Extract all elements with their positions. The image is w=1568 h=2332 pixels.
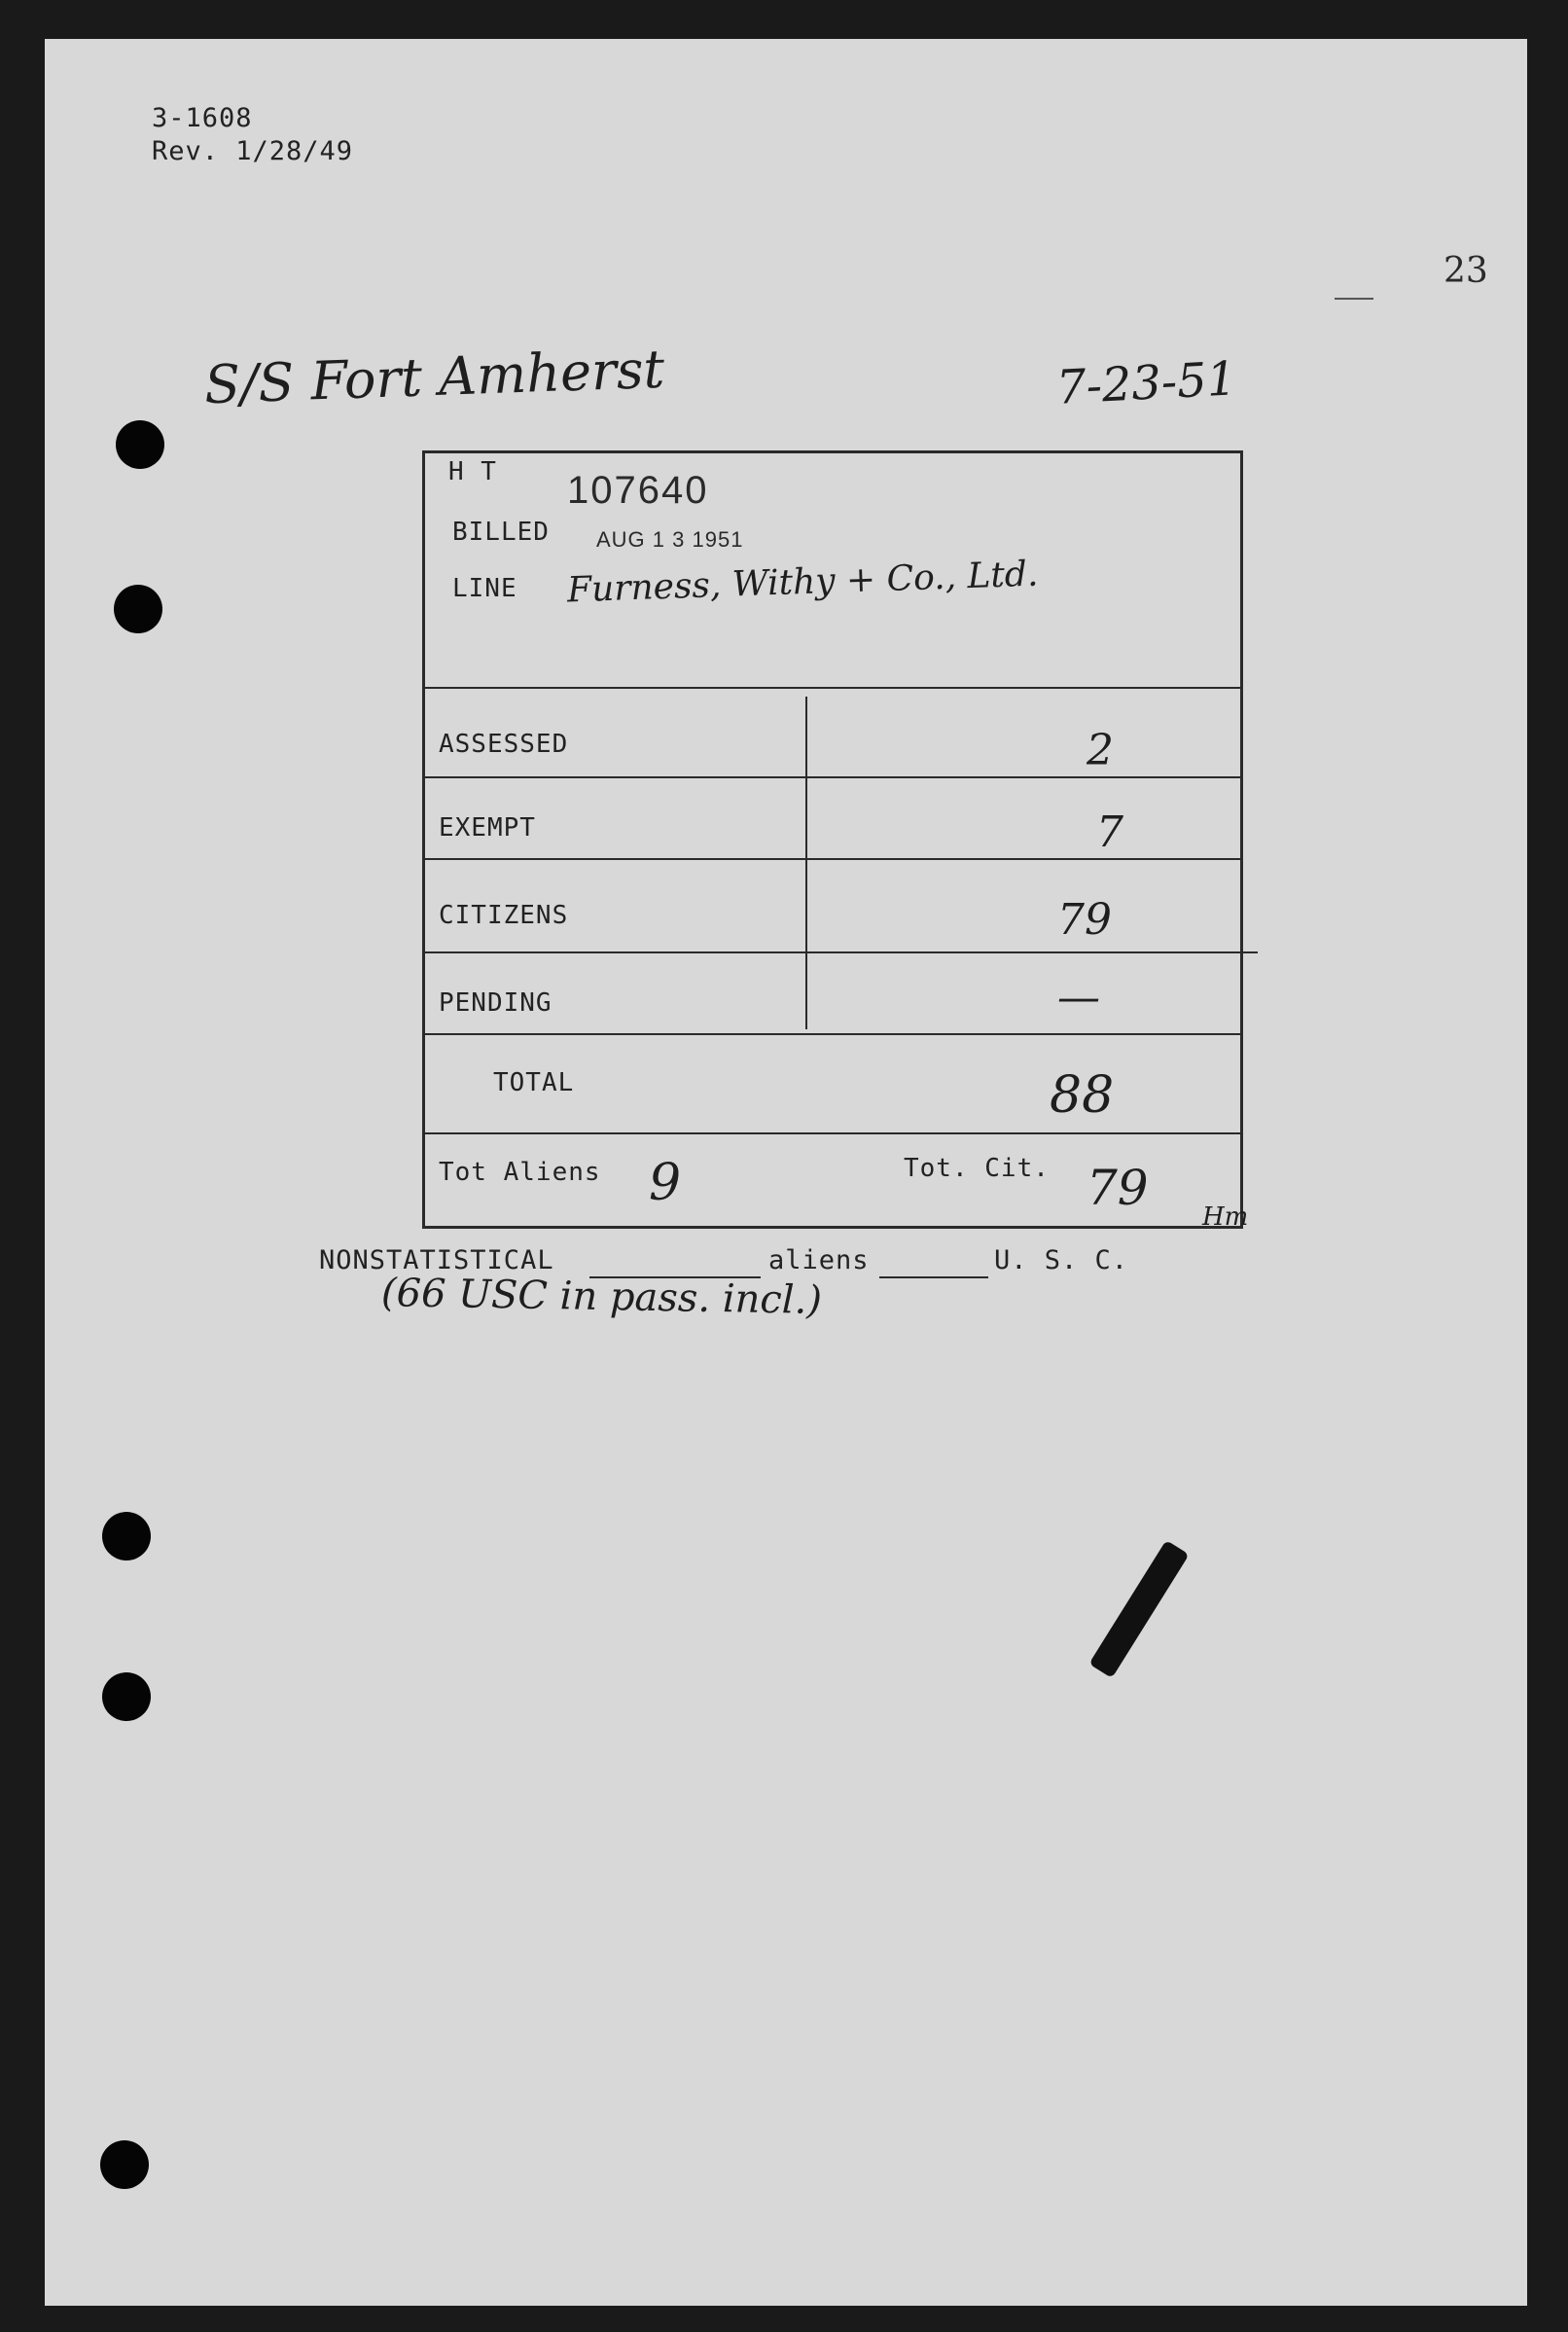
form-number: 3-1608 (152, 103, 253, 133)
page-number: 23 (1443, 251, 1488, 291)
initials: Hm (1202, 1202, 1249, 1232)
column-divider (805, 697, 807, 1029)
section-divider (425, 687, 1240, 689)
punch-hole (114, 585, 162, 633)
nonstatistical-note: (66 USC in pass. incl.) (380, 1271, 823, 1323)
page-number-dash (1335, 298, 1373, 300)
tot-cit-value: 79 (1087, 1160, 1149, 1216)
row-divider (425, 858, 1240, 860)
exempt-value: 7 (1096, 807, 1123, 857)
nonstatistical-label: NONSTATISTICAL (319, 1245, 554, 1275)
form-revision: Rev. 1/28/49 (152, 136, 354, 166)
row-divider (425, 1033, 1240, 1035)
aliens-blank (879, 1276, 988, 1278)
ink-stamp-mark (1088, 1540, 1189, 1678)
punch-hole (102, 1512, 151, 1561)
line-value: Furness, Withy + Co., Ltd. (566, 554, 1039, 611)
usc-label: U. S. C. (994, 1245, 1129, 1275)
row-divider (425, 951, 1258, 953)
ht-label: H T (448, 457, 497, 486)
aliens-label: aliens (768, 1245, 870, 1275)
billed-label: BILLED (452, 518, 550, 547)
citizens-label: CITIZENS (439, 901, 569, 930)
total-value: 88 (1050, 1066, 1115, 1125)
document-page (45, 39, 1527, 2306)
ht-number: 107640 (567, 469, 709, 512)
row-divider (425, 776, 1240, 778)
citizens-value: 79 (1057, 895, 1112, 945)
assessed-label: ASSESSED (439, 730, 569, 759)
total-label: TOTAL (493, 1068, 575, 1097)
exempt-label: EXEMPT (439, 813, 536, 843)
tot-aliens-label: Tot Aliens (439, 1158, 601, 1187)
line-label: LINE (452, 574, 517, 603)
vessel-name: S/S Fort Amherst (203, 338, 666, 416)
pending-label: PENDING (439, 988, 552, 1018)
tot-cit-label: Tot. Cit. (904, 1154, 1050, 1183)
tot-aliens-value: 9 (649, 1154, 682, 1212)
assessed-value: 2 (1087, 726, 1114, 775)
row-divider (425, 1132, 1240, 1134)
arrival-date: 7-23-51 (1054, 351, 1238, 415)
pending-value: — (1057, 973, 1100, 1022)
manifest-record-box (422, 450, 1243, 1229)
punch-hole (102, 1672, 151, 1721)
billed-date: AUG 1 3 1951 (596, 527, 744, 552)
punch-hole (116, 420, 164, 469)
punch-hole (100, 2140, 149, 2189)
